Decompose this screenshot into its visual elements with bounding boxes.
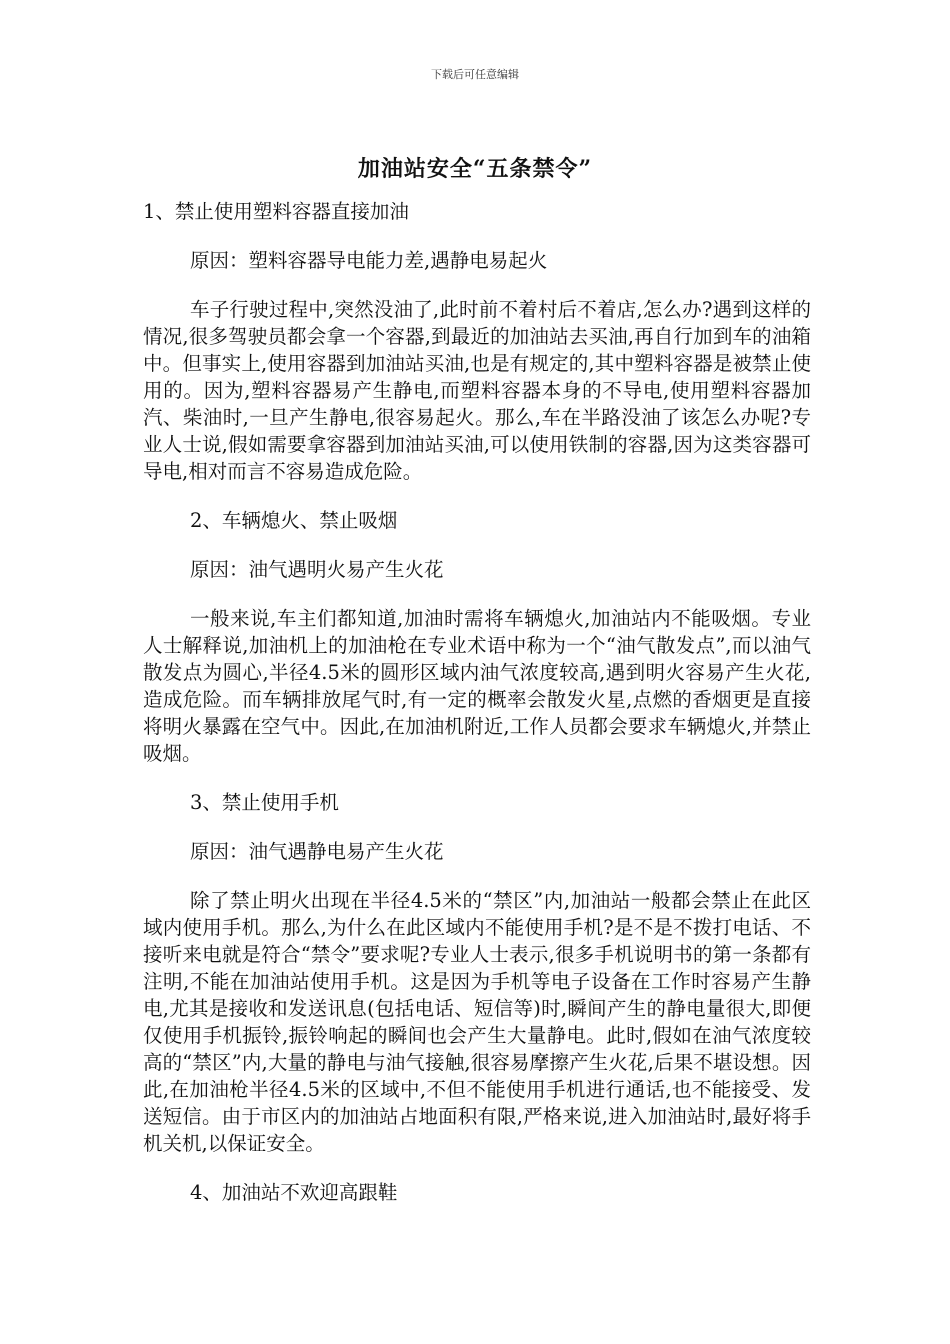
- body-paragraph-3: 除了禁止明火出现在半径4.5米的“禁区”内,加油站一般都会禁止在此区域内使用手机。那么,为什么在此区域内不能使用手机?是不是不拨打电话、不接听来电就是符合“禁令”要求呢?专业人士表示,很多手机说明书的第一条都有注明,不能在加油站使用手机。这是因为手机等电子设备在工作时容易产生静电,尤其是接收和发送讯息(包括电话、短信等)时,瞬间产生的静电量很大,即便仅使用手机振铃,振铃响起的瞬间也会产生大量静电。此时,假如在油气浓度较高的“禁区”内,大量的静电与油气接触,很容易摩擦产生火花,后果不堪设想。因此,在加油枪半径4.5米的区域中,不但不能使用手机进行通话,也不能接受、发送短信。由于市区内的加油站占地面积有限,严格来说,进入加油站时,最好将手机关机,以保证安全。: [143, 889, 811, 1155]
- reason-3: 原因：油气遇静电易产生火花: [190, 840, 444, 863]
- body-paragraph-2: 一般来说,车主们都知道,加油时需将车辆熄火,加油站内不能吸烟。专业人士解释说,加油机上的加油枪在专业术语中称为一个“油气散发点”,而以油气散发点为圆心,半径4.5米的圆形区域内油气浓度较高,遇到明火容易产生火花,造成危险。而车辆排放尾气时,有一定的概率会散发火星,点燃的香烟更是直接将明火暴露在空气中。因此,在加油机附近,工作人员都会要求车辆熄火,并禁止吸烟。: [143, 607, 811, 765]
- document-title: 加油站安全“五条禁令”: [357, 156, 593, 182]
- reason-2: 原因：油气遇明火易产生火花: [190, 558, 444, 581]
- page-header-note: 下载后可任意编辑: [431, 68, 519, 81]
- reason-1: 原因：塑料容器导电能力差,遇静电易起火: [190, 249, 548, 272]
- document-body: [143, 198, 811, 1206]
- section-heading-3: 3、禁止使用手机: [190, 791, 339, 814]
- section-heading-2: 2、车辆熄火、禁止吸烟: [190, 509, 398, 532]
- section-heading-1: 1、禁止使用塑料容器直接加油: [143, 200, 409, 223]
- body-paragraph-1: 车子行驶过程中,突然没油了,此时前不着村后不着店,怎么办?遇到这样的情况,很多驾驶员都会拿一个容器,到最近的加油站去买油,再自行加到车的油箱中。但事实上,使用容器到加油站买油,也是有规定的,其中塑料容器是被禁止使用的。因为,塑料容器易产生静电,而塑料容器本身的不导电,使用塑料容器加汽、柴油时,一旦产生静电,很容易起火。那么,车在半路没油了该怎么办呢?专业人士说,假如需要拿容器到加油站买油,可以使用铁制的容器,因为这类容器可导电,相对而言不容易造成危险。: [143, 298, 811, 483]
- section-heading-4: 4、加油站不欢迎高跟鞋: [190, 1181, 398, 1204]
